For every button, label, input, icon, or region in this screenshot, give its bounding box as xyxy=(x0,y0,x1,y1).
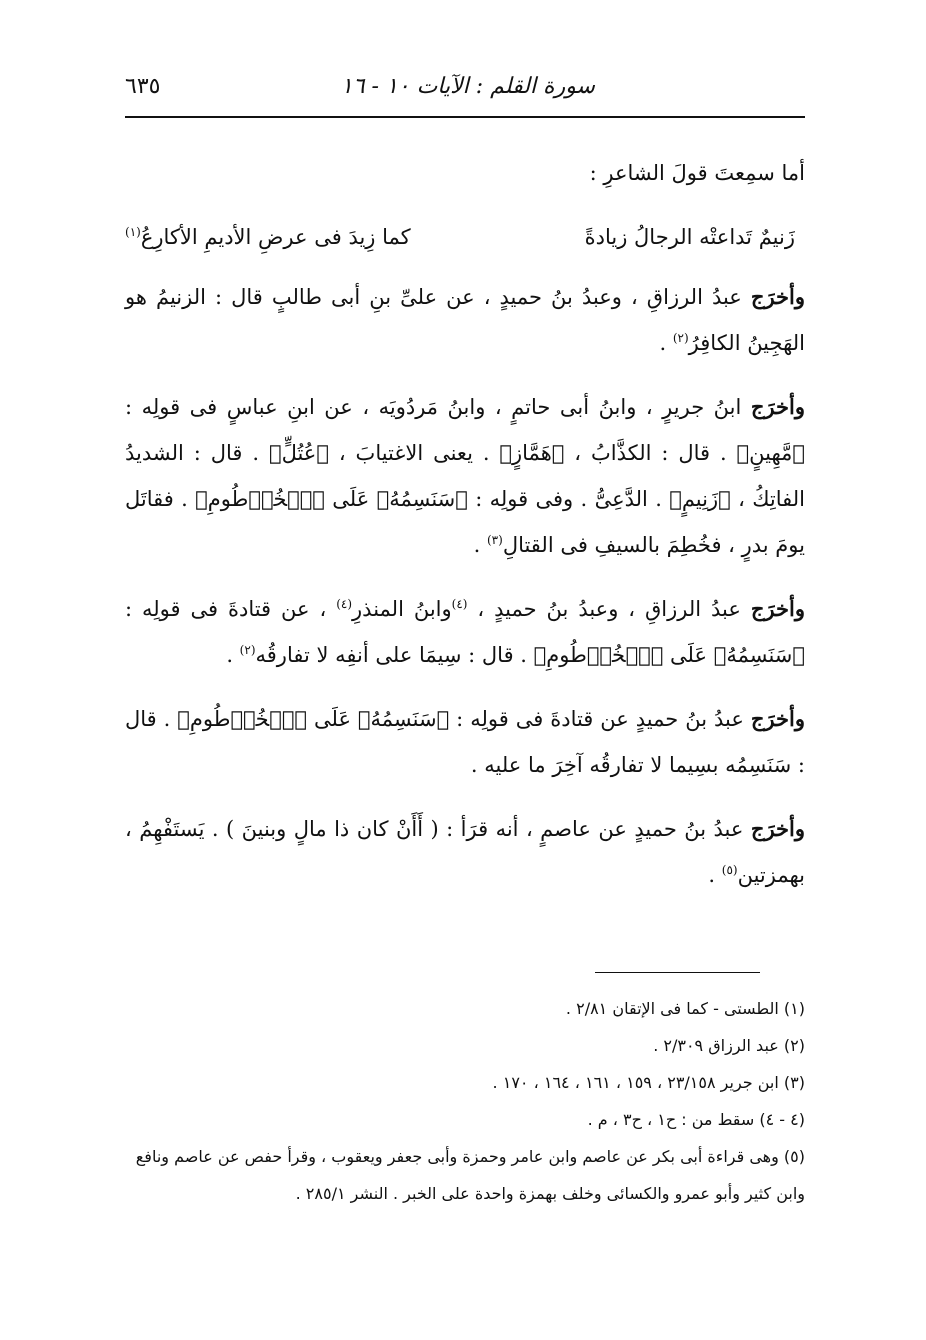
header-rule xyxy=(125,116,805,118)
paragraph-end: . xyxy=(473,533,487,557)
page-header xyxy=(125,70,805,110)
paragraph-text: ابنُ جريرٍ ، وابنُ أبى حاتمٍ ، وابنُ مَردُويَه ، عن ابنِ عباسٍ فى قولِه : ﴿مَّهِينٍ﴾ . قال : الكذَّابُ ، ﴿هَمَّازٍ﴾ . يعنى الاغتيابَ ، ﴿عُتُلٍّ﴾ . قال : الشديدُ الفاتِكُ ، ﴿زَنِيمٍ﴾ . الدَّعِىُّ . وفى قولِه : ﴿سَنَسِمُهُۥ عَلَى ٱلۡخُرۡطُومِ﴾ . فقاتَل يومَ بدرٍ ، فخُطِمَ بالسيفِ فى القتالِ xyxy=(125,395,805,557)
paragraph-text-b: وابنُ المنذرِ xyxy=(352,597,452,621)
paragraph-end: . xyxy=(659,331,673,355)
page-number: ٦٣٥ xyxy=(125,74,161,99)
paragraph-lead: وأخرَج xyxy=(750,596,805,621)
footnote-2: (٢) عبد الرزاق ٢/٣٠٩ . xyxy=(653,1036,805,1055)
footnote-ref: (١) xyxy=(125,225,141,239)
verse-second-hemistich-wrap xyxy=(125,214,411,260)
verse-first-hemistich: زَنيمٌ تَداعتْه الرجالُ زيادةً xyxy=(584,225,795,249)
footnote-ref: (٤) xyxy=(336,597,353,611)
footnotes xyxy=(125,990,805,1212)
poetry-verse xyxy=(125,214,805,260)
paragraph-5 xyxy=(125,806,805,898)
paragraph-1 xyxy=(125,274,805,366)
paragraph-lead: وأخرَج xyxy=(750,394,805,419)
running-title: سورة القلم : الآيات ١٠ - ١٦ xyxy=(340,74,595,99)
intro-line: أما سمِعتَ قولَ الشاعرِ : xyxy=(589,161,805,185)
paragraph-text: عبدُ بنُ حميدٍ عن عاصمٍ ، أنه قرَأ : ( أَأَنْ كان ذا مالٍ وبنينَ ) . يَستَفْهِمُ ، بهمزتين xyxy=(125,817,805,887)
footnote-3: (٣) ابن جرير ٢٣/١٥٨ ، ١٥٩ ، ١٦١ ، ١٦٤ ، ١٧٠ . xyxy=(492,1073,805,1092)
footnote-ref: (٢) xyxy=(672,331,689,345)
paragraph-end: . xyxy=(226,643,240,667)
paragraph-text: عبدُ الرزاقِ ، وعبدُ بنُ حميدٍ ، عن علىِّ بنِ أبى طالبٍ قال : الزنيمُ هو الهَجِينُ الكافِرُ xyxy=(125,285,805,355)
paragraph-lead: وأخرَج xyxy=(750,706,805,731)
footnote-ref: (٣) xyxy=(486,533,503,547)
paragraph-lead: وأخرَج xyxy=(750,284,805,309)
verse-second-hemistich: كما زِيدَ فى عرضِ الأديمِ الأكارِعُ xyxy=(140,225,411,249)
paragraph-end: . xyxy=(708,863,722,887)
paragraph-text-c: ، عن قتادةَ فى قولِه : ﴿سَنَسِمُهُۥ عَلَى ٱلۡخُرۡطُومِ﴾ . قال : سِيمَا على أنفِه لا تفارقُه xyxy=(125,597,805,667)
paragraph-4 xyxy=(125,696,805,788)
footnote-ref: (٢) xyxy=(239,643,256,657)
main-text xyxy=(125,150,805,916)
paragraph-text: عبدُ بنُ حميدٍ عن قتادةَ فى قولِه : ﴿سَنَسِمُهُۥ عَلَى ٱلۡخُرۡطُومِ﴾ . قال : سَنَسِمُه بسِيما لا تفارقُه آخِرَ ما عليه . xyxy=(125,707,805,777)
paragraph-2 xyxy=(125,384,805,568)
paragraph-3 xyxy=(125,586,805,678)
footnote-1: (١) الطستى - كما فى الإتقان ٢/٨١ . xyxy=(565,999,805,1018)
paragraph-text-a: عبدُ الرزاقِ ، وعبدُ بنُ حميدٍ ، xyxy=(477,597,741,621)
footnote-5-cont: وابن كثير وأبو عمرو والكسائى وخلف بهمزة واحدة على الخبر . النشر ٢٨٥/١ . xyxy=(295,1184,805,1203)
footnote-ref: (٤) xyxy=(451,597,468,611)
footnote-4: (٤ - ٤) سقط من : ح١ ، ح٣ ، م . xyxy=(587,1110,805,1129)
footnote-5: (٥) وهى قراءة أبى بكر عن عاصم وابن عامر وحمزة وأبى جعفر ويعقوب ، وقرأ حفص عن عاصم ونافع xyxy=(135,1147,805,1166)
paragraph-lead: وأخرَج xyxy=(750,816,805,841)
footnote-ref: (٥) xyxy=(721,863,738,877)
footnote-separator xyxy=(595,972,760,973)
